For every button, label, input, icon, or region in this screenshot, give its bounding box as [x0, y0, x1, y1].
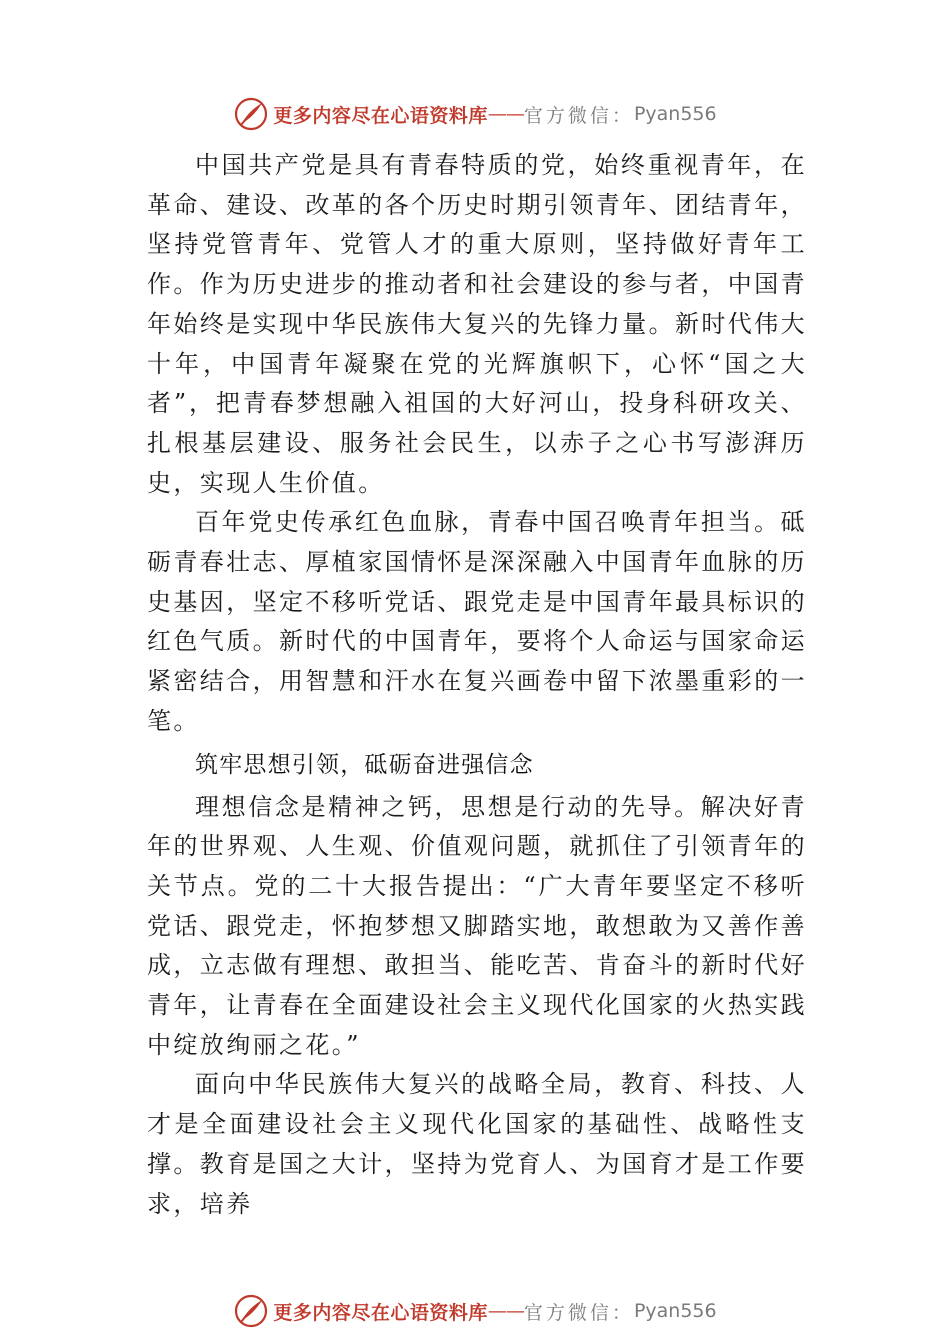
banner-wechat-id: Pyan556 [633, 103, 717, 125]
quill-pen-icon [233, 96, 269, 132]
document-body [147, 146, 807, 1224]
banner-site-name: 更多内容尽在心语资料库 [273, 1301, 488, 1324]
banner-dash: —— [487, 1300, 524, 1322]
section-heading: 筑牢思想引领，砥砺奋进强信念 [195, 751, 534, 778]
banner-wechat-label: 官方微信： [523, 104, 634, 127]
paragraph: 理想信念是精神之钙，思想是行动的先导。解决好青年的世界观、人生观、价值观问题，就抓住了引领青年的关节点。党的二十大报告提出：“广大青年要坚定不移听党话、跟党走，怀抱梦想又脚踏实地，敢想敢为又善作善成，立志做有理想、敢担当、能吃苦、肯奋斗的新时代好青年，让青春在全面建设社会主义现代化国家的火热实践中绽放绚丽之花。” [147, 792, 807, 1059]
paragraph: 中国共产党是具有青春特质的党，始终重视青年，在革命、建设、改革的各个历史时期引领青年、团结青年，坚持党管青年、党管人才的重大原则，坚持做好青年工作。作为历史进步的推动者和社会建设的参与者，中国青年始终是实现中华民族伟大复兴的先锋力量。新时代伟大十年，中国青年凝聚在党的光辉旗帜下，心怀“国之大者”，把青春梦想融入祖国的大好河山，投身科研攻关、扎根基层建设、服务社会民生，以赤子之心书写澎湃历史，实现人生价值。 [147, 151, 807, 497]
banner-dash: —— [487, 103, 524, 125]
banner-wechat-label: 官方微信： [523, 1301, 634, 1324]
header-banner [0, 94, 950, 134]
paragraph: 百年党史传承红色血脉，青春中国召唤青年担当。砥砺青春壮志、厚植家国情怀是深深融入中国青年血脉的历史基因，坚定不移听党话、跟党走是中国青年最具标识的红色气质。新时代的中国青年，要将个人命运与国家命运紧密结合，用智慧和汗水在复兴画卷中留下浓墨重彩的一笔。 [147, 508, 807, 735]
quill-pen-icon [233, 1293, 269, 1329]
banner-site-name: 更多内容尽在心语资料库 [273, 104, 488, 127]
banner-wechat-id: Pyan556 [633, 1300, 717, 1322]
paragraph: 面向中华民族伟大复兴的战略全局，教育、科技、人才是全面建设社会主义现代化国家的基础性、战略性支撑。教育是国之大计，坚持为党育人、为国育才是工作要求，培养 [147, 1070, 807, 1218]
footer-banner [0, 1291, 950, 1331]
